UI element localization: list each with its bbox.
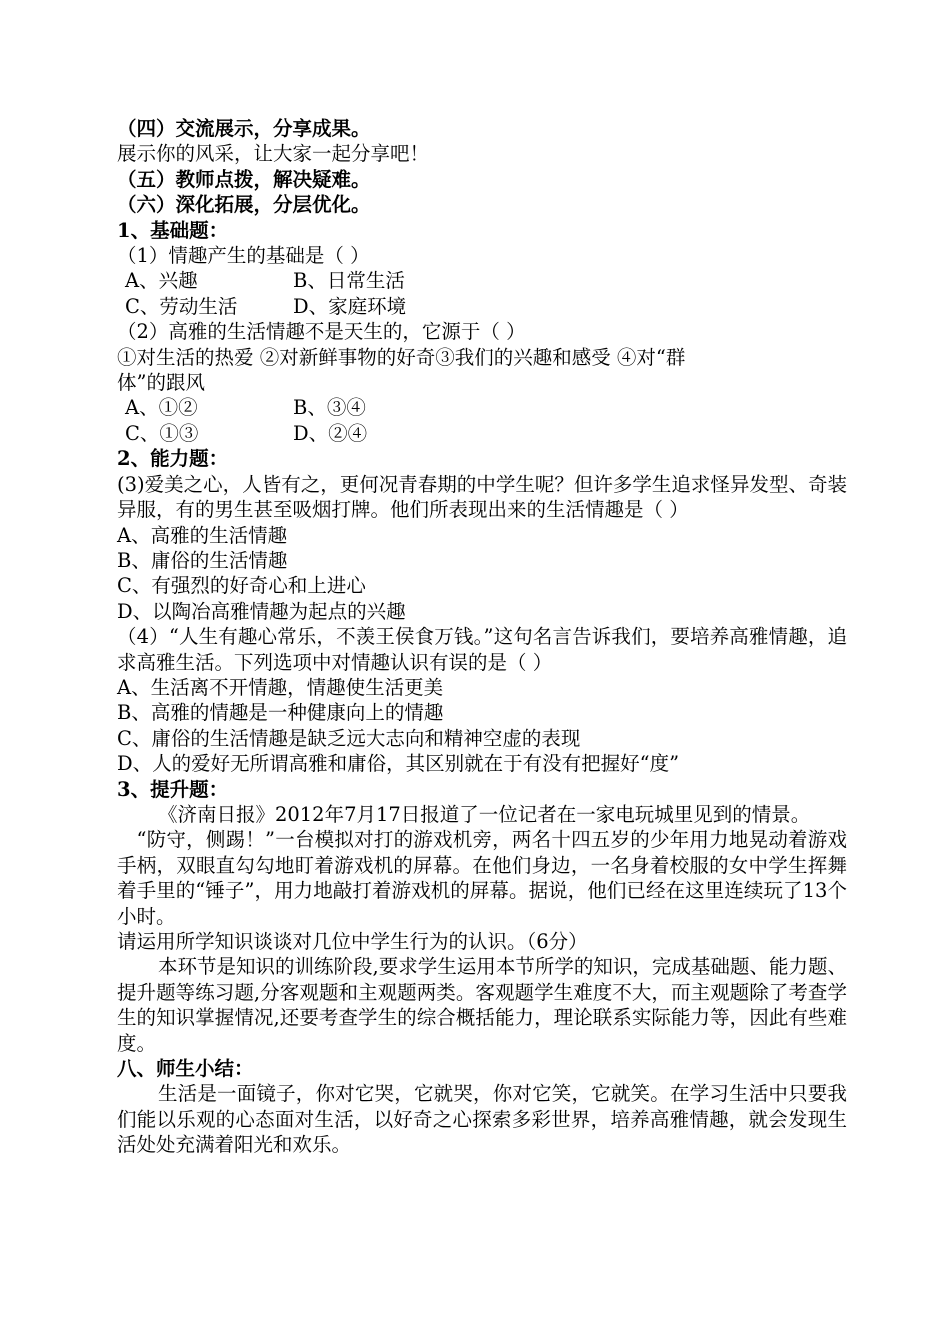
- question-1-option-b: B、日常生活: [293, 269, 405, 293]
- question-3-option-a: A、高雅的生活情趣: [117, 523, 288, 547]
- question-2-items-line-2: 体”的跟风: [117, 371, 205, 395]
- question-3-stem: (3)爱美之心，人皆有之，更何况青春期的中学生呢？但许多学生追求怪异发型、奇装异服，有的男生甚至吸烟打牌。他们所表现出来的生活情趣是（ ）: [117, 472, 847, 522]
- summary-heading: 八、师生小结：: [117, 1057, 254, 1081]
- section-5-heading: （五）教师点拨，解决疑难。: [117, 167, 371, 191]
- question-3-option-c: C、有强烈的好奇心和上进心: [117, 574, 366, 598]
- section-6-heading: （六）深化拓展，分层优化。: [117, 193, 371, 217]
- question-2-option-d: D、②④: [293, 421, 368, 445]
- question-2-option-b: B、③④: [293, 396, 366, 420]
- question-1-options-row-2: [117, 294, 847, 319]
- document-body: [117, 116, 847, 1158]
- section-4-heading: （四）交流展示，分享成果。: [117, 117, 371, 140]
- advanced-questions-heading: 3、提升题：: [117, 777, 229, 801]
- question-2-option-c: C、①③: [125, 421, 199, 445]
- question-4-option-c: C、庸俗的生活情趣是缺乏远大志向和精神空虚的表现: [117, 726, 581, 750]
- question-4-option-d: D、人的爱好无所谓高雅和庸俗，其区别就在于有没有把握好“度”: [117, 752, 680, 776]
- question-2-options-row-2: [117, 421, 847, 446]
- question-2-options-row-1: [117, 395, 847, 420]
- question-3-option-d: D、以陶冶高雅情趣为起点的兴趣: [117, 599, 406, 623]
- advanced-paragraph-2: “防守，侧踢！”一台模拟对打的游戏机旁，两名十四五岁的少年用力地晃动着游戏手柄，双眼直勾勾地盯着游戏机的屏幕。在他们身边，一名身着校服的女中学生挥舞着手里的“锤子”，用力地敲打着游戏机的屏幕。据说，他们已经在这里连续玩了13个小时。: [117, 828, 847, 928]
- question-3-option-b: B、庸俗的生活情趣: [117, 548, 288, 572]
- question-4-stem: （4）“人生有趣心常乐，不羡王侯食万钱。”这句名言告诉我们，要培养高雅情趣，追求高雅生活。下列选项中对情趣认识有误的是（ ）: [117, 625, 847, 674]
- question-1-stem: （1）情趣产生的基础是（ ）: [117, 244, 370, 268]
- question-1-options-row-1: [117, 268, 847, 293]
- question-4-option-b: B、高雅的情趣是一种健康向上的情趣: [117, 701, 444, 725]
- basic-questions-heading: 1、基础题：: [117, 218, 229, 242]
- question-2-option-a: A、①②: [125, 396, 198, 420]
- question-1-option-c: C、劳动生活: [125, 294, 238, 318]
- advanced-paragraph-1: 《济南日报》2012年7月17日报道了一位记者在一家电玩城里见到的情景。: [157, 802, 811, 826]
- question-2-stem: （2）高雅的生活情趣不是天生的，它源于（ ）: [117, 320, 526, 344]
- teaching-note: 本环节是知识的训练阶段,要求学生运用本节所学的知识，完成基础题、能力题、提升题等练习题,分客观题和主观题两类。客观题学生难度不大，而主观题除了考查学生的知识掌握情况,还要考查学生的综合概括能力，理论联系实际能力等，因此有些难度。: [117, 955, 847, 1055]
- question-4-option-a: A、生活离不开情趣，情趣使生活更美: [117, 675, 444, 699]
- question-1-option-d: D、家庭环境: [293, 294, 407, 318]
- advanced-question: 请运用所学知识谈谈对几位中学生行为的认识。（6分）: [117, 930, 588, 953]
- question-2-items-line-1: ①对生活的热爱 ②对新鲜事物的好奇③我们的兴趣和感受 ④对“群: [117, 345, 686, 369]
- ability-questions-heading: 2、能力题：: [117, 447, 229, 471]
- question-1-option-a: A、兴趣: [125, 269, 198, 293]
- summary-text: 生活是一面镜子，你对它哭，它就哭，你对它笑，它就笑。在学习生活中只要我们能以乐观的心态面对生活，以好奇之心探索多彩世界，培养高雅情趣，就会发现生活处处充满着阳光和欢乐。: [117, 1082, 847, 1157]
- section-4-text: 展示你的风采，让大家一起分享吧！: [117, 142, 430, 166]
